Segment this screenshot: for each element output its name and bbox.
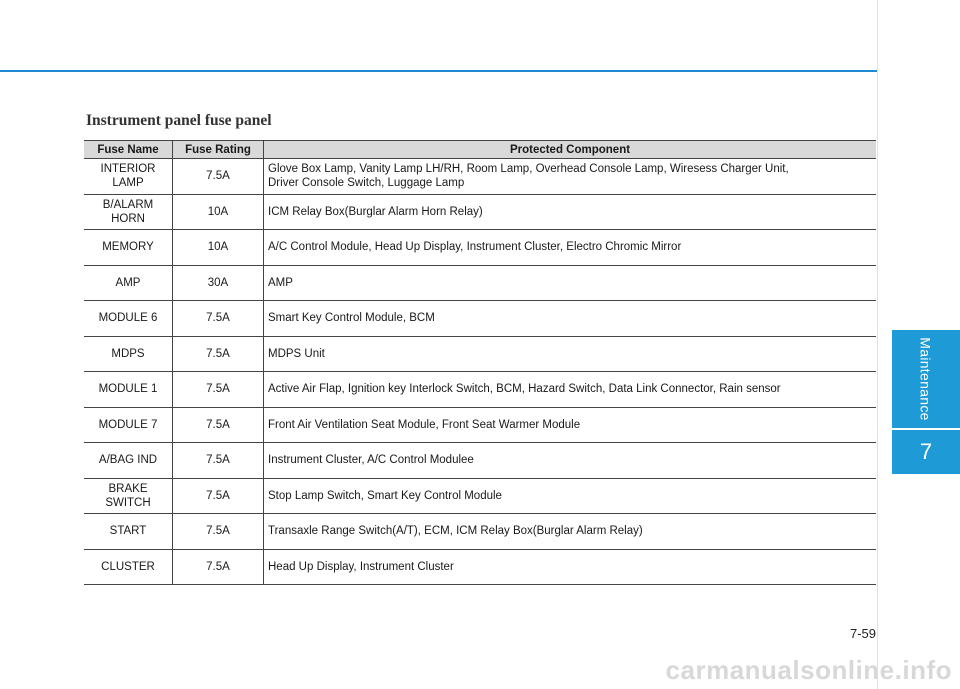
protected-component-cell (264, 514, 877, 550)
protected-component-cell-line: Smart Key Control Module, BCM (268, 312, 435, 325)
fuse-rating-cell: 10A (173, 194, 264, 230)
fuse-rating-cell: 7.5A (173, 549, 264, 585)
protected-component-cell-line: AMP (268, 276, 293, 289)
fuse-name-cell-line: INTERIOR (100, 163, 156, 176)
table-row (84, 407, 876, 443)
fuse-name-cell-line: MEMORY (102, 241, 154, 254)
fuse-name-cell (84, 514, 173, 550)
fuse-name-cell (84, 407, 173, 443)
fuse-rating-cell: 7.5A (173, 478, 264, 514)
fuse-rating-cell: 7.5A (173, 514, 264, 550)
fuse-rating-cell: 7.5A (173, 159, 264, 195)
fuse-rating-cell: 7.5A (173, 443, 264, 479)
protected-component-cell (264, 549, 877, 585)
protected-component-cell (264, 194, 877, 230)
fuse-rating-cell: 7.5A (173, 372, 264, 408)
margin-rule (877, 0, 878, 689)
fuse-name-cell (84, 549, 173, 585)
fuse-name-cell-line: AMP (115, 276, 141, 289)
table-row (84, 336, 876, 372)
table-row (84, 478, 876, 514)
fuse-table (84, 140, 876, 585)
chapter-side-label-wrap (892, 330, 960, 428)
section-title: Instrument panel fuse panel (86, 112, 272, 129)
fuse-name-cell (84, 194, 173, 230)
protected-component-cell (264, 301, 877, 337)
protected-component-cell-line: Glove Box Lamp, Vanity Lamp LH/RH, Room Lamp, Overhead Console Lamp, Wiresess Charger Unit, (268, 163, 789, 176)
protected-component-cell-line: Driver Console Switch, Luggage Lamp (268, 177, 465, 190)
chapter-side-label: Maintenance (918, 337, 934, 421)
protected-component-cell (264, 478, 877, 514)
table-row (84, 372, 876, 408)
header-protected-component: Protected Component (264, 141, 877, 159)
fuse-name-cell-line: MDPS (111, 347, 145, 360)
table-header-row (84, 141, 876, 159)
fuse-rating-cell: 30A (173, 265, 264, 301)
header-rule (0, 70, 877, 72)
protected-component-cell-line: MDPS Unit (268, 347, 325, 360)
protected-component-cell (264, 159, 877, 195)
protected-component-cell-line: ICM Relay Box(Burglar Alarm Horn Relay) (268, 205, 483, 218)
protected-component-cell-line: Transaxle Range Switch(A/T), ECM, ICM Relay Box(Burglar Alarm Relay) (268, 525, 643, 538)
fuse-rating-cell: 7.5A (173, 336, 264, 372)
fuse-name-cell-line: HORN (111, 212, 145, 225)
protected-component-cell (264, 336, 877, 372)
watermark-text: carmanualsonline.info (665, 655, 952, 685)
watermark (0, 655, 960, 689)
protected-component-cell-line: A/C Control Module, Head Up Display, Instrument Cluster, Electro Chromic Mirror (268, 241, 682, 254)
fuse-name-cell-line: MODULE 7 (98, 418, 158, 431)
header-fuse-name: Fuse Name (84, 141, 173, 159)
header-fuse-rating: Fuse Rating (173, 141, 264, 159)
table-row (84, 230, 876, 266)
fuse-name-cell (84, 478, 173, 514)
fuse-name-cell-line: B/ALARM (102, 198, 154, 211)
table-row (84, 159, 876, 195)
fuse-name-cell-line: START (109, 525, 147, 538)
fuse-rating-cell: 10A (173, 230, 264, 266)
protected-component-cell-line: Head Up Display, Instrument Cluster (268, 560, 454, 573)
fuse-name-cell (84, 230, 173, 266)
protected-component-cell-line: Instrument Cluster, A/C Control Modulee (268, 454, 474, 467)
fuse-name-cell-line: A/BAG IND (98, 454, 158, 467)
protected-component-cell (264, 230, 877, 266)
fuse-name-cell (84, 372, 173, 408)
fuse-name-cell (84, 265, 173, 301)
protected-component-cell (264, 443, 877, 479)
fuse-name-cell-line: SWITCH (105, 496, 151, 509)
table-row (84, 301, 876, 337)
fuse-name-cell (84, 443, 173, 479)
fuse-name-cell (84, 336, 173, 372)
table-row (84, 443, 876, 479)
table-row (84, 265, 876, 301)
fuse-rating-cell: 7.5A (173, 407, 264, 443)
protected-component-cell (264, 372, 877, 408)
protected-component-cell-line: Front Air Ventilation Seat Module, Front Seat Warmer Module (268, 418, 581, 431)
protected-component-cell-line: Active Air Flap, Ignition key Interlock Switch, BCM, Hazard Switch, Data Link Connector, Rain sensor (268, 383, 781, 396)
table-body (84, 159, 876, 585)
fuse-name-cell (84, 301, 173, 337)
protected-component-cell (264, 265, 877, 301)
fuse-name-cell-line: MODULE 1 (98, 383, 158, 396)
table-row (84, 514, 876, 550)
table-row (84, 549, 876, 585)
protected-component-cell-line: Stop Lamp Switch, Smart Key Control Module (268, 489, 502, 502)
table-row (84, 194, 876, 230)
fuse-name-cell-line: LAMP (112, 177, 144, 190)
fuse-name-cell-line: BRAKE (108, 482, 148, 495)
fuse-name-cell-line: MODULE 6 (98, 312, 158, 325)
fuse-rating-cell: 7.5A (173, 301, 264, 337)
protected-component-cell (264, 407, 877, 443)
page-number: 7-59 (849, 626, 876, 641)
fuse-name-cell-line: CLUSTER (101, 560, 155, 573)
fuse-name-cell (84, 159, 173, 195)
chapter-number: 7 (892, 430, 960, 474)
